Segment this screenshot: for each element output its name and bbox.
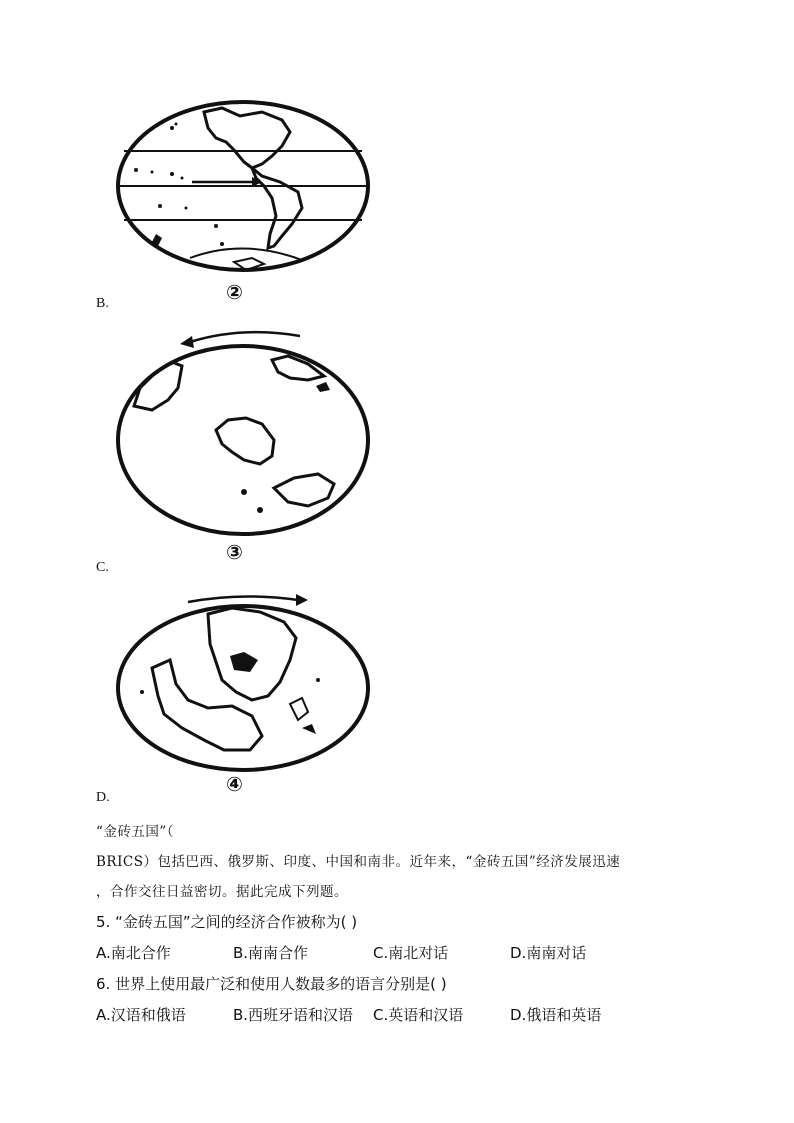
q5-choice-d[interactable]: D.南南对话 bbox=[510, 944, 587, 962]
q5-choice-c[interactable]: C.南北对话 bbox=[373, 944, 449, 962]
question-6-stem: 6. 世界上使用最广泛和使用人数最多的语言分别是( ) bbox=[96, 975, 447, 993]
passage-line-2: BRICS）包括巴西、俄罗斯、印度、中国和南非。近年来，“金砖五国”经济发展迅速 bbox=[96, 854, 621, 870]
option-label-d[interactable]: D. bbox=[96, 790, 110, 805]
globe-equator-view-icon bbox=[112, 98, 374, 280]
globe-2 bbox=[112, 98, 374, 280]
q5-choice-b[interactable]: B.南南合作 bbox=[233, 944, 309, 962]
q6-choice-a[interactable]: A.汉语和俄语 bbox=[96, 1006, 186, 1024]
q6-choice-c[interactable]: C.英语和汉语 bbox=[373, 1006, 464, 1024]
option-label-b[interactable]: B. bbox=[96, 296, 109, 311]
q6-choice-b[interactable]: B.西班牙语和汉语 bbox=[233, 1006, 354, 1024]
globe-3 bbox=[112, 320, 374, 542]
question-5-stem: 5. “金砖五国”之间的经济合作被称为( ) bbox=[96, 913, 358, 931]
q5-choice-a[interactable]: A.南北合作 bbox=[96, 944, 171, 962]
globe-number: ③ bbox=[226, 540, 243, 564]
globe-4 bbox=[112, 588, 374, 776]
globe-north-pole-view-icon bbox=[112, 588, 374, 776]
globe-number: ② bbox=[226, 280, 243, 304]
q6-choice-d[interactable]: D.俄语和英语 bbox=[510, 1006, 602, 1024]
passage-line-3: ，合作交往日益密切。据此完成下列题。 bbox=[96, 884, 348, 900]
globe-number: ④ bbox=[226, 772, 243, 796]
passage-line-1: “金砖五国”（ bbox=[96, 824, 175, 840]
globe-south-pole-view-icon bbox=[112, 320, 374, 542]
option-label-c[interactable]: C. bbox=[96, 560, 109, 575]
